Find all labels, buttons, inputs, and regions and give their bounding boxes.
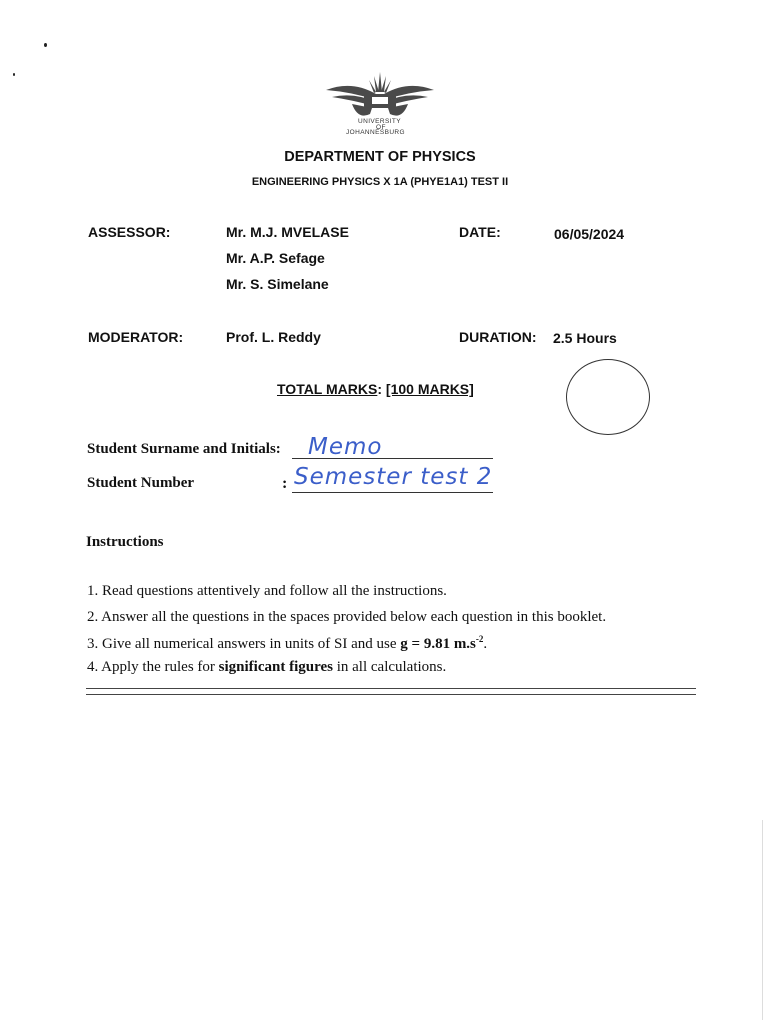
total-marks (277, 381, 474, 397)
instruction-3-gravity: g = 9.81 m.s (400, 636, 476, 652)
speck (44, 43, 47, 47)
logo-text-line2: OF (376, 124, 386, 131)
total-marks-colon: : (377, 381, 383, 397)
duration-label: DURATION: (459, 329, 537, 345)
university-logo (322, 70, 438, 140)
speck (13, 73, 15, 76)
moderator-label: MODERATOR: (88, 329, 184, 345)
instructions-heading: Instructions (86, 534, 164, 550)
instruction-3 (87, 634, 487, 653)
surname-label: Student Surname and Initials: (87, 441, 281, 457)
instruction-3-end: . (483, 636, 488, 652)
instruction-3-exponent: -2 (475, 634, 484, 644)
double-rule-divider (86, 688, 696, 695)
instruction-4-text: 4. Apply the rules for (87, 659, 219, 675)
duration-value: 2.5 Hours (553, 330, 617, 346)
marks-circle (566, 359, 650, 435)
student-number-line (292, 492, 493, 493)
instruction-1: 1. Read questions attentively and follow all the instructions. (87, 583, 447, 599)
moderator-name: Prof. L. Reddy (226, 329, 321, 345)
logo-emblem-icon (322, 70, 438, 122)
test-title: ENGINEERING PHYSICS X 1A (PHYE1A1) TEST II (251, 176, 509, 188)
student-number-colon: : (282, 475, 288, 492)
assessor-label: ASSESSOR: (88, 224, 171, 240)
assessor-name-3: Mr. S. Simelane (226, 276, 329, 292)
instruction-4 (87, 659, 446, 676)
instruction-3-text: 3. Give all numerical answers in units of SI and use (87, 636, 401, 652)
total-marks-value: [100 MARKS] (385, 381, 474, 397)
student-number-handwritten: Semester test 2 (294, 464, 493, 490)
department-title: DEPARTMENT OF PHYSICS (284, 149, 476, 165)
total-marks-label: TOTAL MARKS (277, 381, 378, 397)
logo-text-line1: UNIVERSITY (358, 118, 402, 125)
assessor-name-1: Mr. M.J. MVELASE (226, 224, 349, 240)
instruction-4-bold: significant figures (218, 659, 333, 675)
date-value: 06/05/2024 (554, 226, 625, 242)
student-number-label: Student Number (87, 475, 195, 491)
date-label: DATE: (459, 224, 501, 240)
logo-text-line3: JOHANNESBURG (346, 129, 405, 136)
instruction-2: 2. Answer all the questions in the spaces provided below each question in this booklet. (87, 609, 607, 625)
instruction-4-end: in all calculations. (332, 659, 447, 675)
surname-handwritten: Memo (308, 434, 383, 460)
assessor-name-2: Mr. A.P. Sefage (226, 250, 325, 266)
scan-edge (762, 820, 763, 1020)
